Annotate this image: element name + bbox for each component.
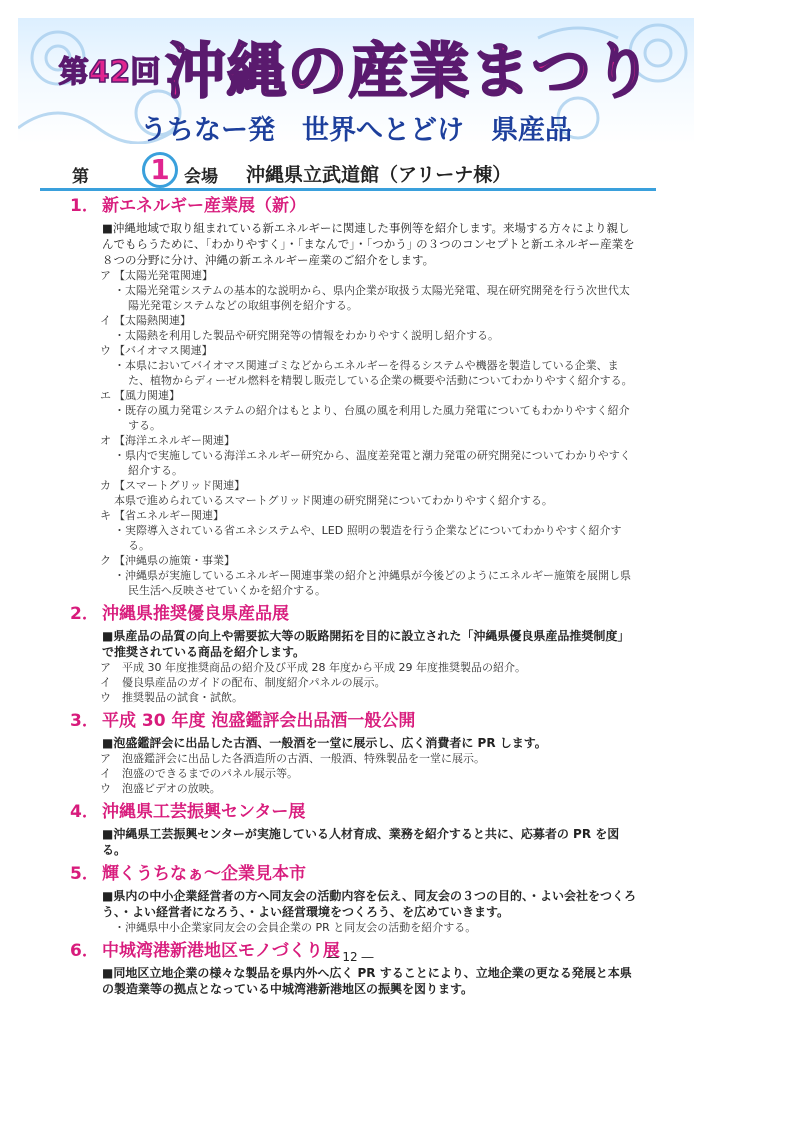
item-text: イ 泡盛のできるまでのパネル展示等。: [100, 767, 298, 780]
section-intro: ■県内の中小企業経営者の方へ同友会の活動内容を伝え、同友会の３つの目的、・よい会社をつくろう、・よい経営者になろう、・よい経営環境をつくろう、を広めていきます。: [102, 889, 637, 919]
section-1: [70, 196, 640, 598]
section-intro: ■泡盛鑑評会に出品した古酒、一般酒を一堂に展示し、広く消費者に PR します。: [102, 736, 547, 750]
item-text: ・県内で実施している海洋エネルギー研究から、温度差発電と潮力発電の研究開発についてわかりやすく紹介する。: [114, 449, 631, 477]
venue-kaijo: 会場: [184, 167, 218, 187]
item-text: ・太陽熱を利用した製品や研究開発等の情報をわかりやすく説明し紹介する。: [114, 329, 499, 342]
item-heading: ク 【沖縄県の施策・事業】: [100, 554, 235, 567]
venue-name: 沖縄県立武道館（アリーナ棟）: [246, 164, 512, 186]
section-intro: ■同地区立地企業の様々な製品を県内外へ広く PR することにより、立地企業の更なる発展と本県の製造業等の拠点となっている中城湾港新港地区の振興を図ります。: [102, 966, 632, 996]
section-title: 3． 平成 30 年度 泡盛鑑評会出品酒一般公開: [70, 711, 416, 731]
section-intro: ■沖縄地域で取り組まれている新エネルギーに関連した事例等を紹介します。来場する方々により親しんでもらうために、｢わかりやすく｣・｢まなんで｣・｢つかう｣ の３つのコンセプトと新エネルギー産業を８つの分野に分け、沖縄の新エネルギー産業のご紹介をします。: [102, 221, 635, 267]
item-heading: ウ 【バイオマス関連】: [100, 344, 213, 357]
section-title: 4． 沖縄県工芸振興センター展: [70, 802, 306, 822]
item-text: ・既存の風力発電システムの紹介はもとより、台風の風を利用した風力発電についてもわかりやすく紹介する。: [114, 404, 630, 432]
venue-heading: [40, 152, 656, 191]
section-2: [70, 604, 640, 705]
banner-subtitle: うちなー発 世界へとどけ 県産品: [140, 115, 572, 144]
item-text: ウ 推奨製品の試食・試飲。: [100, 691, 243, 704]
item-text: ・太陽光発電システムの基本的な説明から、県内企業が取扱う太陽光発電、現在研究開発を行う次世代太陽光発電システムなどの取組事例を紹介する。: [114, 284, 630, 312]
section-5: [70, 864, 640, 935]
item-text: 本県で進められているスマートグリッド関連の研究開発についてわかりやすく紹介する。: [114, 494, 553, 507]
item-text: ・本県においてバイオマス関連ゴミなどからエネルギーを得るシステムや機器を製造している企業、また、植物からディーゼル燃料を精製し販売している企業の概要や活動についてわかりやすく紹介する。: [114, 359, 633, 387]
item-heading: イ 【太陽熱関連】: [100, 314, 191, 327]
item-heading: キ 【省エネルギー関連】: [100, 509, 224, 522]
item-text: ・沖縄県中小企業家同友会の会員企業の PR と同友会の活動を紹介する。: [114, 921, 477, 934]
item-heading: カ 【スマートグリッド関連】: [100, 479, 246, 492]
header-banner: [18, 18, 694, 144]
section-title: 5． 輝くうちなぁ～企業見本市: [70, 864, 306, 884]
item-text: ウ 泡盛ビデオの放映。: [100, 782, 221, 795]
banner-title: [18, 24, 694, 110]
page-number: ― 12 ―: [326, 950, 374, 964]
festival-title: 沖縄の産業まつり: [165, 37, 654, 107]
section-3: [70, 711, 640, 796]
venue-number-circle: 1: [142, 152, 178, 188]
item-text: イ 優良県産品のガイドの配布、制度紹介パネルの展示。: [100, 676, 386, 689]
section-4: [70, 802, 640, 858]
item-heading: オ 【海洋エネルギー関連】: [100, 434, 235, 447]
edition-label: 第42回: [58, 55, 161, 90]
item-text: ・沖縄県が実施しているエネルギー関連事業の紹介と沖縄県が今後どのようにエネルギー施策を展開し県民生活へ反映させていくかを紹介する。: [114, 569, 631, 597]
item-text: ・実際導入されている省エネシステムや、LED 照明の製造を行う企業などについてわかりやすく紹介する。: [114, 524, 622, 552]
item-heading: エ 【風力関連】: [100, 389, 180, 402]
section-intro: ■沖縄県工芸振興センターが実施している人材育成、業務を紹介すると共に、応募者の PR を図る。: [102, 827, 620, 857]
section-title: 6． 中城湾港新港地区モノづくり展: [70, 941, 340, 961]
section-title: 2． 沖縄県推奨優良県産品展: [70, 604, 289, 624]
item-heading: ア 【太陽光発電関連】: [100, 269, 213, 282]
venue-dai: 第: [72, 167, 89, 187]
item-text: ア 泡盛鑑評会に出品した各酒造所の古酒、一般酒、特殊製品を一堂に展示。: [100, 752, 485, 765]
exhibit-list: [70, 196, 640, 1003]
section-title: 1． 新エネルギー産業展（新）: [70, 196, 306, 216]
item-text: ア 平成 30 年度推奨商品の紹介及び平成 28 年度から平成 29 年度推奨製品の紹介。: [100, 661, 526, 674]
section-intro: ■県産品の品質の向上や需要拡大等の販路開拓を目的に設立された「沖縄県優良県産品推奨制度」で推奨されている商品を紹介します。: [102, 629, 630, 659]
